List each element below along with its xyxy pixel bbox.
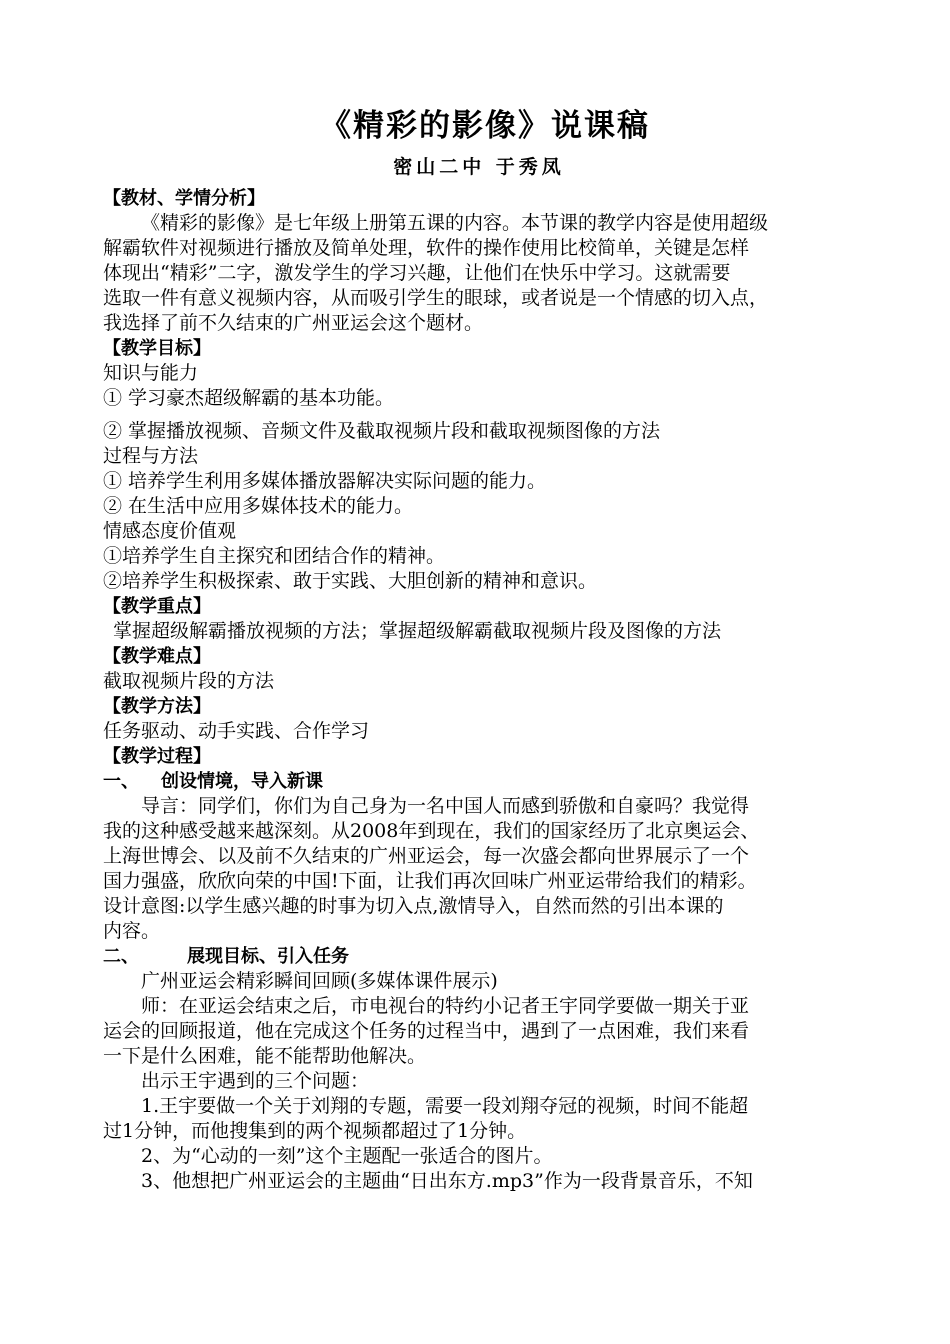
list-item: ① 培养学生利用多媒体播放器解决实际问题的能力。: [103, 470, 547, 492]
section-heading-process: 【教学过程】: [103, 746, 211, 767]
paragraph-line: 一下是什么困难，能不能帮助他解决。: [103, 1045, 427, 1067]
subheading: 知识与能力: [103, 362, 199, 384]
paragraph-line: 掌握超级解霸播放视频的方法；掌握超级解霸截取视频片段及图像的方法: [113, 620, 722, 642]
paragraph-line: 上海世博会、以及前不久结束的广州亚运会，每一次盛会都向世界展示了一个: [103, 845, 750, 867]
step-label: 创设情境，导入新课: [161, 771, 323, 792]
paragraph-line: 我选择了前不久结束的广州亚运会这个题材。: [103, 312, 484, 334]
list-item: ①培养学生自主探究和团结合作的精神。: [103, 545, 446, 567]
step-number: 一、: [103, 771, 139, 792]
step-heading-1: [103, 769, 855, 794]
paragraph-line: 解霸软件对视频进行播放及简单处理，软件的操作使用比校简单，关键是怎样: [103, 237, 750, 259]
paragraph-line: 2、为“心动的一刻”这个主题配一张适合的图片。: [141, 1145, 553, 1167]
list-item: ① 学习豪杰超级解霸的基本功能。: [103, 387, 395, 409]
paragraph-line: 出示王宇遇到的三个问题：: [141, 1070, 370, 1092]
paragraph-line: 广州亚运会精彩瞬间回顾(多媒体课件展示): [141, 970, 498, 992]
paragraph-line: 设计意图:以学生感兴趣的时事为切入点,激情导入，自然而然的引出本课的: [103, 895, 724, 917]
list-item: ②培养学生积极探索、敢于实践、大胆创新的精神和意识。: [103, 570, 598, 592]
paragraph-line: 内容。: [103, 920, 161, 942]
paragraph-line: 1.王宇要做一个关于刘翔的专题，需要一段刘翔夺冠的视频，时间不能超: [141, 1095, 749, 1117]
paragraph-line: 截取视频片段的方法: [103, 670, 275, 692]
paragraph-line: 导言：同学们，你们为自己身为一名中国人而感到骄傲和自豪吗？我觉得: [141, 795, 750, 817]
paragraph-line: 我的这种感受越来越深刻。从2008年到现在，我们的国家经历了北京奥运会、: [103, 820, 760, 842]
paragraph-line: 《精彩的影像》是七年级上册第五课的内容。本节课的教学内容是使用超级: [141, 212, 769, 234]
paragraph-line: 师：在亚运会结束之后，市电视台的特约小记者王宇同学要做一期关于亚: [141, 995, 750, 1017]
step-label: 展现目标、引入任务: [187, 946, 349, 967]
subheading: 过程与方法: [103, 445, 199, 467]
step-heading-2: [103, 944, 855, 969]
list-item: ② 在生活中应用多媒体技术的能力。: [103, 495, 414, 517]
paragraph-line: 国力强盛，欣欣向荣的中国!下面，让我们再次回味广州亚运带给我们的精彩。: [103, 870, 757, 892]
section-heading-objectives: 【教学目标】: [103, 338, 211, 359]
subheading: 情感态度价值观: [103, 520, 237, 542]
section-heading-difficulties: 【教学难点】: [103, 646, 211, 667]
paragraph-line: 运会的回顾报道，他在完成这个任务的过程当中，遇到了一点困难，我们来看: [103, 1020, 750, 1042]
paragraph-line: 选取一件有意义视频内容，从而吸引学生的眼球，或者说是一个情感的切入点，: [103, 287, 769, 309]
document-page: [103, 96, 855, 1194]
document-title: 《精彩的影像》说课稿: [320, 108, 650, 144]
section-heading-analysis: 【教材、学情分析】: [103, 188, 265, 209]
step-number: 二、: [103, 946, 139, 967]
section-heading-methods: 【教学方法】: [103, 696, 211, 717]
paragraph-line: 体现出“精彩”二字，激发学生的学习兴趣，让他们在快乐中学习。这就需要: [103, 262, 731, 284]
paragraph-line: 3、他想把广州亚运会的主题曲“日出东方.mp3”作为一段背景音乐，不知: [141, 1170, 753, 1192]
paragraph-line: 任务驱动、动手实践、合作学习: [103, 720, 370, 742]
list-item: ② 掌握播放视频、音频文件及截取视频片段和截取视频图像的方法: [103, 420, 661, 442]
paragraph-line: 过1分钟，而他搜集到的两个视频都超过了1分钟。: [103, 1120, 527, 1142]
document-author: 密山二中 于秀凤: [393, 156, 565, 178]
section-heading-key-points: 【教学重点】: [103, 596, 211, 617]
